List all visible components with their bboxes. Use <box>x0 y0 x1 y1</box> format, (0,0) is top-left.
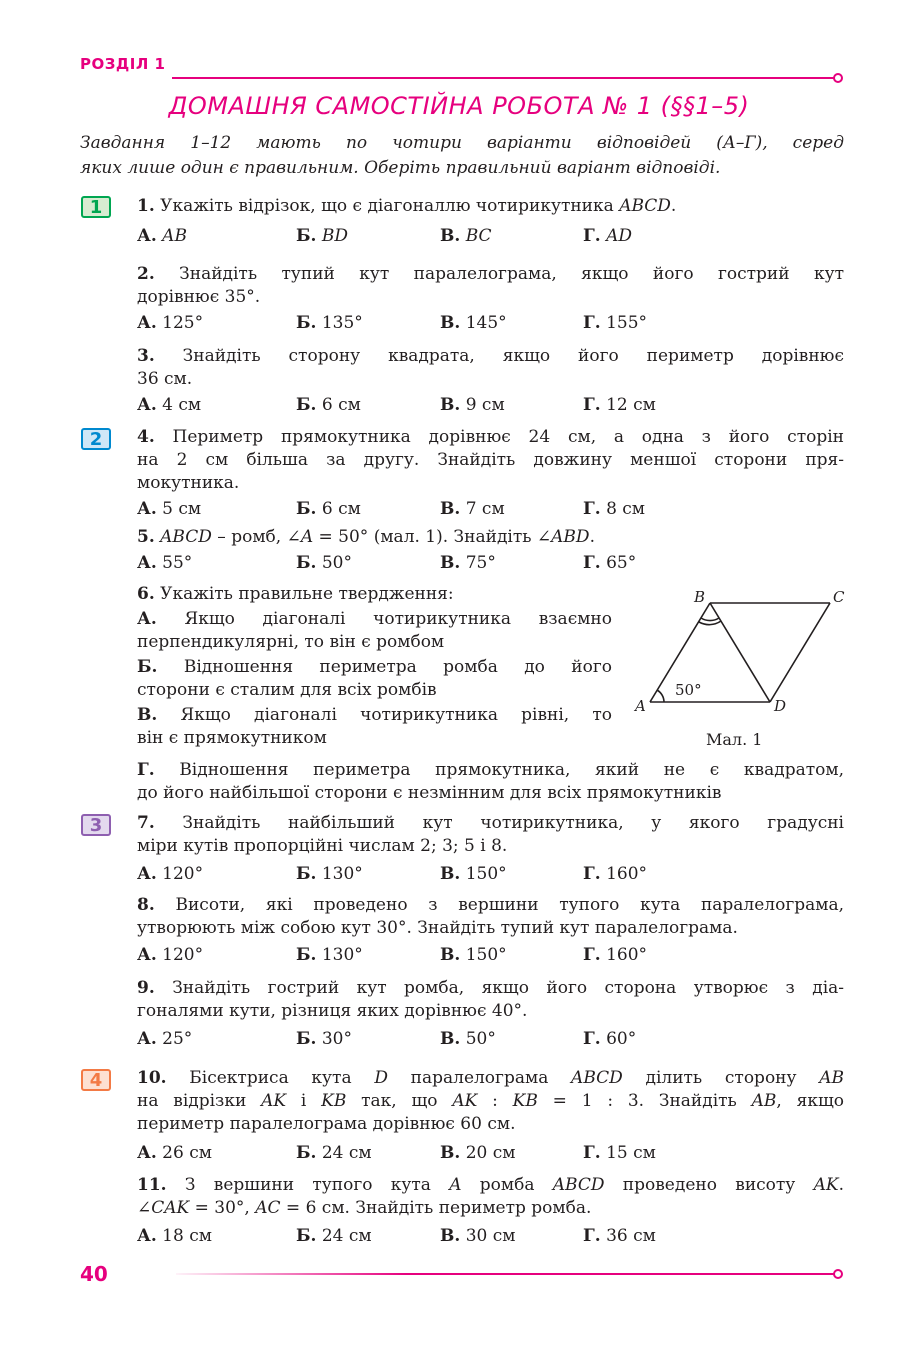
answer-a: А. AB <box>137 226 187 246</box>
footer-rule-end <box>833 1269 843 1279</box>
answer-g: Г. 15 см <box>583 1143 656 1163</box>
question-8: 8. Висоти, які проведено з вершини тупого кута паралелограма, утворюють між собою кут 30°. Знайдіть тупий кут паралелограма. <box>137 895 845 938</box>
level-badge-1: 1 <box>81 196 111 218</box>
angle-a-arc <box>657 690 664 702</box>
answer-v: В. 20 см <box>440 1143 516 1163</box>
answer-b: Б. 50° <box>296 553 352 573</box>
label-a: A <box>635 697 646 715</box>
header-rule-end <box>833 73 843 83</box>
answer-g: Г. 60° <box>583 1029 637 1049</box>
answer-a: А. 26 см <box>137 1143 212 1163</box>
answer-b: Б. 30° <box>296 1029 352 1049</box>
answer-b: Б. 130° <box>296 864 363 884</box>
answer-b: Б. BD <box>296 226 348 246</box>
question-4: 4. Периметр прямокутника дорівнює 24 см, а одна з його сторін на 2 см більша за другу. Знайдіть довжину меншої сторони пря- мокутника. <box>137 427 844 493</box>
answer-v: В. 50° <box>440 1029 496 1049</box>
angle-label: 50° <box>675 681 702 699</box>
answer-a: А. 18 см <box>137 1226 212 1246</box>
instructions <box>80 131 844 181</box>
header-rule <box>172 77 834 79</box>
answer-b: Б. 6 см <box>296 395 361 415</box>
level-badge-3: 3 <box>81 814 111 836</box>
question-1: 1. Укажіть відрізок, що є діагоналлю чотирикутника ABCD. <box>137 196 677 216</box>
question-9: 9. Знайдіть гострий кут ромба, якщо його сторона утворює з діа- гоналями кути, різниця яких дорівнює 40°. <box>137 978 845 1021</box>
question-7: 7. Знайдіть найбільший кут чотирикутника, у якого градусні міри кутів пропорційні числам 2; 3; 5 і 8. <box>137 813 844 856</box>
instructions-line-2: яких лише один є правильним. Оберіть правильний варіант відповіді. <box>80 158 721 178</box>
answer-a: А. 5 см <box>137 499 202 519</box>
answer-g: Г. 160° <box>583 945 648 965</box>
answer-b: Б. 24 см <box>296 1143 372 1163</box>
answer-g: Г. 12 см <box>583 395 656 415</box>
answer-g: Г. 65° <box>583 553 637 573</box>
section-label: РОЗДІЛ 1 <box>80 55 166 73</box>
answer-g: Г. AD <box>583 226 632 246</box>
question-10: 10. Бісектриса кута D паралелограма ABCD ділить сторону AB на відрізки AK і KB так, що AK : KB = 1 : 3. Знайдіть AB, якщо периметр паралелограма дорівнює 60 см. <box>137 1068 845 1134</box>
answer-a: А. 4 см <box>137 395 202 415</box>
question-3: 3. Знайдіть сторону квадрата, якщо його периметр дорівнює 36 см. <box>137 346 845 389</box>
answer-g: Г. 8 см <box>583 499 646 519</box>
question-5: 5. ABCD – ромб, ∠A = 50° (мал. 1). Знайдіть ∠ABD. <box>137 527 595 547</box>
answer-b: Б. 135° <box>296 313 363 333</box>
answer-g: Г. 36 см <box>583 1226 656 1246</box>
answer-v: В. 150° <box>440 864 507 884</box>
answer-v: В. 75° <box>440 553 496 573</box>
answer-a: А. 120° <box>137 864 204 884</box>
page-number: 40 <box>80 1262 108 1286</box>
figure-caption: Мал. 1 <box>706 730 763 749</box>
footer-rule <box>176 1273 834 1275</box>
answer-b: Б. 130° <box>296 945 363 965</box>
question-11: 11. З вершини тупого кута A ромба ABCD проведено висоту AK. ∠CAK = 30°, AC = 6 см. Знайдіть периметр ромба. <box>137 1175 844 1218</box>
answer-b: Б. 24 см <box>296 1226 372 1246</box>
diagonal-bd <box>710 603 770 702</box>
answer-g: Г. 155° <box>583 313 648 333</box>
question-6: 6. Укажіть правильне твердження: А. Якщо діагоналі чотирикутника взаємно перпендикулярні, то він є ромбом Б. Відношення периметра ромба до його сторони є сталим для всіх ромбів В. Якщо діагоналі чотирикутника рівні, то він є прямокутником <box>137 584 613 748</box>
angle-b-arc-1 <box>701 618 719 621</box>
answer-v: В. 30 см <box>440 1226 516 1246</box>
side-dc <box>770 603 830 702</box>
answer-a: А. 25° <box>137 1029 193 1049</box>
answer-v: В. 150° <box>440 945 507 965</box>
question-number: 1. <box>137 196 155 216</box>
rhombus-figure <box>630 585 850 720</box>
level-badge-2: 2 <box>81 428 111 450</box>
label-c: C <box>833 588 845 606</box>
answer-v: В. 7 см <box>440 499 505 519</box>
answer-g: Г. 160° <box>583 864 648 884</box>
answer-a: А. 120° <box>137 945 204 965</box>
label-d: D <box>774 697 787 715</box>
question-6-option-g: Г. Відношення периметра прямокутника, який не є квадратом, до його найбільшої сторони є незмінним для всіх прямокутників <box>137 760 844 803</box>
answer-a: А. 55° <box>137 553 193 573</box>
answer-v: В. 9 см <box>440 395 505 415</box>
instructions-line-1: Завдання 1–12 мають по чотири варіанти відповідей (А–Г), серед <box>80 133 844 153</box>
label-b: B <box>694 588 706 606</box>
page-title: ДОМАШНЯ САМОСТІЙНА РОБОТА № 1 (§§1–5) <box>168 92 750 120</box>
question-2: 2. Знайдіть тупий кут паралелограма, якщо його гострий кут дорівнює 35°. <box>137 264 845 307</box>
answer-v: В. 145° <box>440 313 507 333</box>
answer-v: В. BC <box>440 226 492 246</box>
question-text: Укажіть відрізок, що є діагоналлю чотирикутника <box>160 196 620 216</box>
answer-b: Б. 6 см <box>296 499 361 519</box>
answer-a: А. 125° <box>137 313 204 333</box>
level-badge-4: 4 <box>81 1069 111 1091</box>
